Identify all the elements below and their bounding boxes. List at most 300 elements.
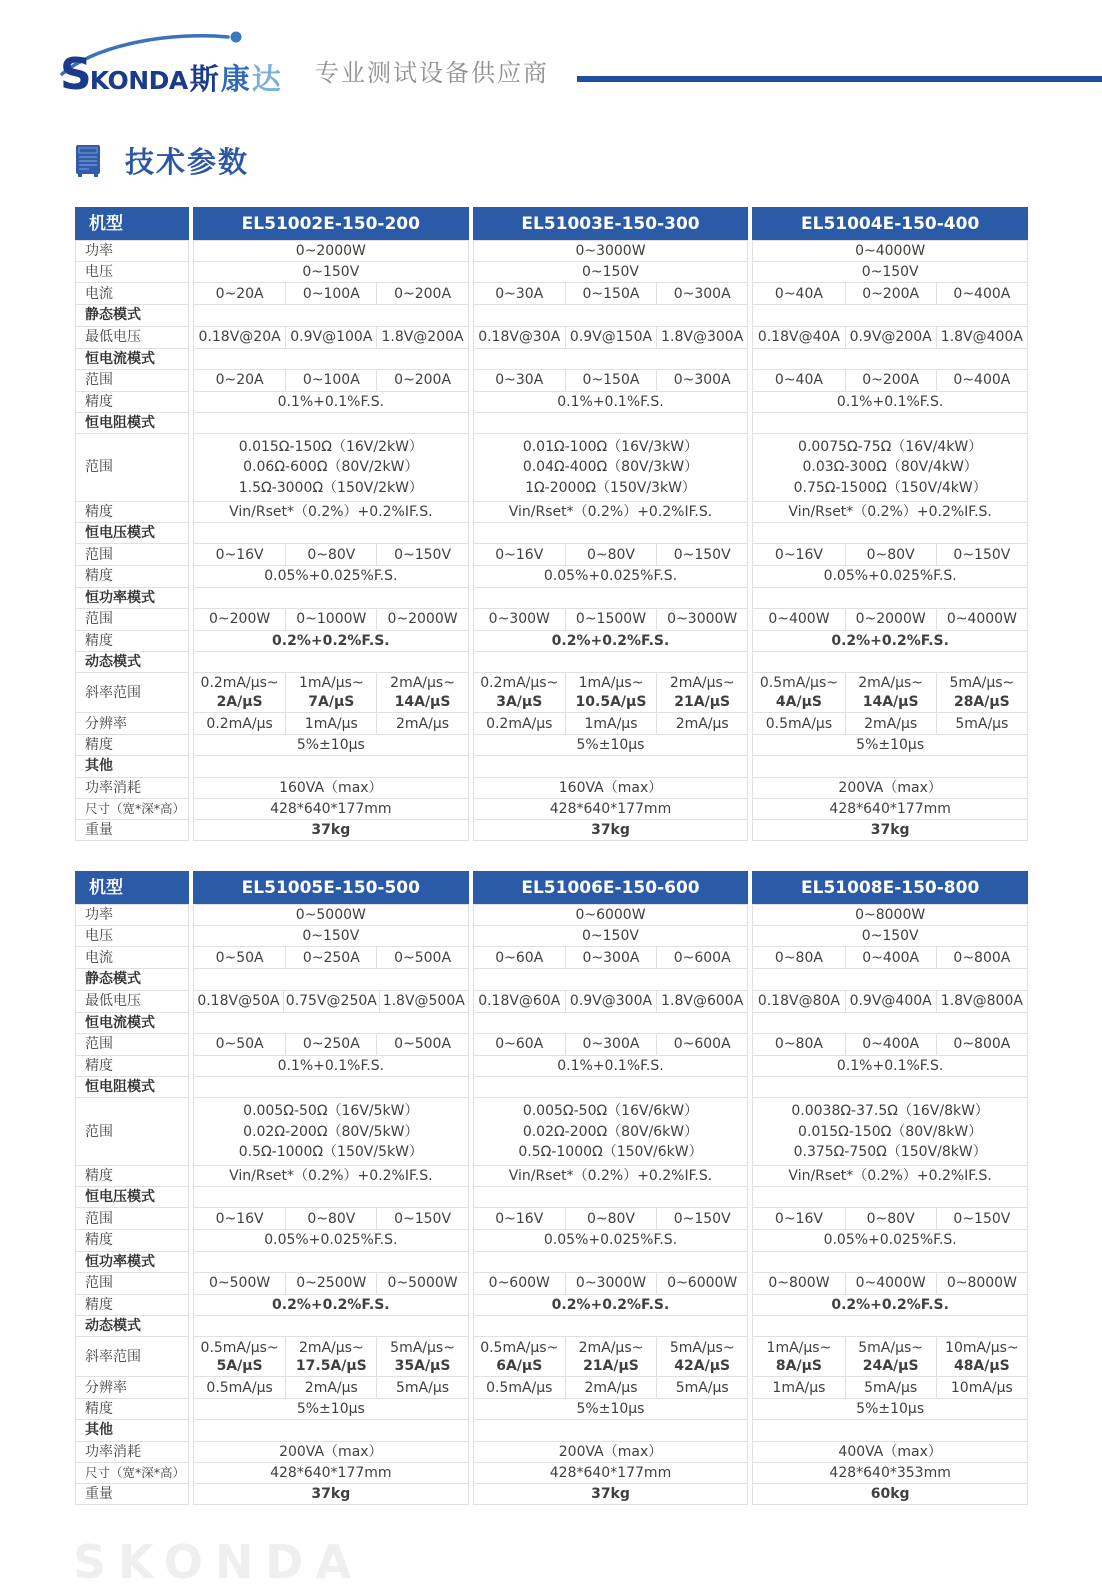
logo-cn-2: 康 xyxy=(220,62,250,96)
spec-value-group xyxy=(193,282,469,305)
spec-value: 1mA/μs xyxy=(285,713,376,734)
spec-row xyxy=(75,1097,1028,1166)
section-filler xyxy=(193,1076,469,1098)
spec-value: 0~16V xyxy=(495,546,544,563)
row-label: 精度 xyxy=(75,501,189,523)
spec-value: 1.8V@600A xyxy=(656,991,747,1012)
spec-value: 0~60A xyxy=(495,949,544,966)
section-filler xyxy=(752,304,1028,326)
slew-rate-value xyxy=(376,673,467,712)
spec-value: 428*640*177mm xyxy=(473,798,749,820)
spec-value: 400VA（max） xyxy=(752,1441,1028,1463)
spec-value-group xyxy=(193,543,469,566)
spec-row xyxy=(75,925,1028,947)
row-label: 静态模式 xyxy=(75,968,189,990)
row-label: 功率 xyxy=(75,240,189,262)
spec-row xyxy=(75,1076,1028,1098)
section-filler xyxy=(752,1251,1028,1273)
spec-value: 0~50A xyxy=(215,949,264,966)
spec-value: 0.2%+0.2%F.S. xyxy=(193,1294,469,1316)
spec-value: 0.2%+0.2%F.S. xyxy=(473,630,749,652)
row-label: 范围 xyxy=(75,608,189,631)
section-filler xyxy=(752,1012,1028,1034)
spec-value: 0~150V xyxy=(376,544,467,565)
row-label: 精度 xyxy=(75,1398,189,1420)
spec-value: 0~400A xyxy=(936,370,1027,391)
spec-value: 0~150V xyxy=(473,925,749,947)
resistance-range-group xyxy=(752,1097,1028,1166)
row-label: 静态模式 xyxy=(75,304,189,326)
slew-to: 48A/μS xyxy=(953,1357,1010,1374)
spec-value-group xyxy=(752,1033,1028,1056)
spec-value: 0~80V xyxy=(845,1208,936,1229)
company-tagline: 专业测试设备供应商 xyxy=(315,59,549,87)
slew-rate-value xyxy=(376,1337,467,1376)
slew-from: 0.5mA/μs~ xyxy=(480,1339,559,1356)
slew-from: 2mA/μs~ xyxy=(669,675,735,692)
spec-value: 0.05%+0.025%F.S. xyxy=(752,1229,1028,1251)
spec-value: 60kg xyxy=(752,1483,1028,1505)
spec-row xyxy=(75,348,1028,370)
resistance-range-value: 0.02Ω-200Ω（80V/6kW） xyxy=(522,1123,699,1140)
section-filler xyxy=(473,522,749,544)
row-label: 恒电流模式 xyxy=(75,348,189,370)
row-label: 斜率范围 xyxy=(75,1336,189,1377)
spec-value: 2mA/μs xyxy=(285,1377,376,1398)
spec-row xyxy=(75,1483,1028,1505)
spec-value: 0.2%+0.2%F.S. xyxy=(752,1294,1028,1316)
resistance-range-group xyxy=(193,433,469,502)
spec-value: 0~8000W xyxy=(936,1273,1027,1294)
spec-value: 428*640*177mm xyxy=(752,798,1028,820)
logo-brand-s: S xyxy=(60,49,90,100)
spec-value: 5mA/μs xyxy=(656,1377,747,1398)
resistance-range-value: 0.015Ω-150Ω（16V/2kW） xyxy=(238,439,423,456)
spec-row xyxy=(75,1376,1028,1399)
slew-to: 14A/μS xyxy=(394,693,451,710)
spec-row xyxy=(75,326,1028,349)
row-label: 恒电压模式 xyxy=(75,1186,189,1208)
spec-value-group xyxy=(752,1376,1028,1399)
spec-value-group xyxy=(193,369,469,392)
slew-from: 0.2mA/μs~ xyxy=(480,675,559,692)
spec-value: 37kg xyxy=(473,1483,749,1505)
slew-rate-group xyxy=(752,672,1028,713)
model-name: EL51003E-150-300 xyxy=(473,207,749,241)
spec-value: 0~3000W xyxy=(473,240,749,262)
section-filler xyxy=(752,968,1028,990)
slew-to: 14A/μS xyxy=(862,693,919,710)
spec-value-group xyxy=(473,1272,749,1295)
section-filler xyxy=(752,1076,1028,1098)
spec-value: 428*640*177mm xyxy=(473,1462,749,1484)
spec-row xyxy=(75,1462,1028,1484)
spec-value-group xyxy=(752,543,1028,566)
logo-cn-3: 达 xyxy=(251,62,281,96)
spec-value: 0~500A xyxy=(376,947,467,968)
spec-row xyxy=(75,1398,1028,1420)
slew-to: 4A/μS xyxy=(775,693,822,710)
section-filler xyxy=(752,412,1028,434)
spec-row xyxy=(75,304,1028,326)
spec-value: 0~800A xyxy=(936,1034,1027,1055)
spec-value: 2mA/μs xyxy=(656,713,747,734)
spec-value: 0.05%+0.025%F.S. xyxy=(473,565,749,587)
slew-from: 1mA/μs~ xyxy=(298,675,364,692)
slew-rate-value xyxy=(656,1337,747,1376)
spec-value: 200VA（max） xyxy=(752,777,1028,799)
section-filler xyxy=(193,304,469,326)
slew-from: 5mA/μs~ xyxy=(390,1339,455,1356)
spec-row xyxy=(75,946,1028,969)
row-label: 功率消耗 xyxy=(75,777,189,799)
slew-from: 0.2mA/μs~ xyxy=(200,675,279,692)
spec-value: 0~300A xyxy=(656,283,747,304)
spec-value: 37kg xyxy=(193,819,469,841)
spec-value: 0~100A xyxy=(285,370,376,391)
spec-value: 0.2%+0.2%F.S. xyxy=(752,630,1028,652)
row-label: 范围 xyxy=(75,369,189,392)
spec-value: 0.2%+0.2%F.S. xyxy=(193,630,469,652)
slew-rate-value xyxy=(936,1337,1027,1376)
table-header-row xyxy=(75,871,1028,905)
spec-value: 0~800A xyxy=(936,947,1027,968)
row-label: 其他 xyxy=(75,755,189,777)
resistance-range-group xyxy=(473,433,749,502)
spec-value: 0.9V@300A xyxy=(565,991,656,1012)
resistance-range-value: 0.0075Ω-75Ω（16V/4kW） xyxy=(798,439,983,456)
spec-value: 0~6000W xyxy=(473,904,749,926)
section-filler xyxy=(193,755,469,777)
spec-value: 0~16V xyxy=(774,1210,823,1227)
spec-row xyxy=(75,587,1028,609)
slew-from: 2mA/μs~ xyxy=(390,675,455,692)
spec-value-group xyxy=(193,1033,469,1056)
slew-to: 21A/μS xyxy=(674,693,731,710)
spec-value: 0~400W xyxy=(768,611,830,628)
spec-value: 160VA（max） xyxy=(473,777,749,799)
spec-value: 0.1%+0.1%F.S. xyxy=(193,391,469,413)
slew-from: 0.5mA/μs~ xyxy=(759,675,838,692)
slew-rate-group xyxy=(752,1336,1028,1377)
slew-to: 35A/μS xyxy=(394,1357,451,1374)
slew-rate-value xyxy=(936,673,1027,712)
spec-row xyxy=(75,1419,1028,1441)
spec-value: 0~2500W xyxy=(285,1273,376,1294)
section-filler xyxy=(752,755,1028,777)
section-filler xyxy=(473,1315,749,1337)
row-label: 电压 xyxy=(75,925,189,947)
section-filler xyxy=(193,522,469,544)
section-filler xyxy=(193,651,469,673)
row-label: 范围 xyxy=(75,433,189,502)
slew-to: 3A/μS xyxy=(496,693,543,710)
row-label: 恒电压模式 xyxy=(75,522,189,544)
section-filler xyxy=(752,348,1028,370)
spec-row xyxy=(75,522,1028,544)
model-name: EL51005E-150-500 xyxy=(193,871,469,905)
slew-to: 21A/μS xyxy=(583,1357,639,1374)
spec-value: 0~4000W xyxy=(936,609,1027,630)
slew-rate-value xyxy=(194,673,285,712)
spec-value-group xyxy=(752,1207,1028,1230)
logo-brand-rest: KONDA xyxy=(89,66,188,95)
resistance-range-value: 0.01Ω-100Ω（16V/3kW） xyxy=(522,439,699,456)
header-rule-line xyxy=(577,76,1102,82)
spec-value-group xyxy=(752,990,1028,1013)
resistance-range-group xyxy=(473,1097,749,1166)
spec-row xyxy=(75,904,1028,926)
spec-value: 0~150V xyxy=(936,544,1027,565)
logo-text xyxy=(60,49,281,100)
slew-from: 1mA/μs~ xyxy=(766,1339,832,1356)
spec-value: 0.2%+0.2%F.S. xyxy=(473,1294,749,1316)
row-label: 重量 xyxy=(75,1483,189,1505)
spec-row xyxy=(75,608,1028,631)
spec-value: 0~400A xyxy=(845,947,936,968)
spec-value: 0.1%+0.1%F.S. xyxy=(752,1055,1028,1077)
slew-to: 17.5A/μS xyxy=(295,1357,367,1374)
logo-cn-1: 斯 xyxy=(189,62,219,96)
section-filler xyxy=(193,1315,469,1337)
row-label: 精度 xyxy=(75,1294,189,1316)
spec-value: 0~30A xyxy=(495,285,544,302)
row-label: 范围 xyxy=(75,1097,189,1166)
page-header xyxy=(0,0,1102,98)
slew-to: 10.5A/μS xyxy=(575,693,647,710)
section-filler xyxy=(193,587,469,609)
skonda-logo xyxy=(58,30,281,100)
row-label: 精度 xyxy=(75,1229,189,1251)
spec-value-group xyxy=(473,608,749,631)
resistance-range-value: 1Ω-2000Ω（150V/3kW） xyxy=(525,479,696,496)
spec-row xyxy=(75,1229,1028,1251)
spec-value: 0~150V xyxy=(376,1208,467,1229)
spec-value: 0~150V xyxy=(656,1208,747,1229)
spec-value: 0.5mA/μs xyxy=(206,1379,273,1396)
row-label: 分辨率 xyxy=(75,1376,189,1399)
spec-row xyxy=(75,565,1028,587)
spec-value: Vin/Rset*（0.2%）+0.2%IF.S. xyxy=(193,1165,469,1187)
row-label: 恒功率模式 xyxy=(75,1251,189,1273)
slew-rate-value xyxy=(194,1337,285,1376)
spec-value: 0~40A xyxy=(774,372,823,389)
section-filler xyxy=(193,1251,469,1273)
spec-value: 0.18V@40A xyxy=(757,328,840,345)
spec-value: 0~150V xyxy=(656,544,747,565)
spec-value: 0~80V xyxy=(285,544,376,565)
spec-value: 0~5000W xyxy=(376,1273,467,1294)
slew-to: 28A/μS xyxy=(953,693,1010,710)
spec-value: 0.1%+0.1%F.S. xyxy=(473,1055,749,1077)
spec-row xyxy=(75,1055,1028,1077)
row-label: 范围 xyxy=(75,543,189,566)
slew-from: 10mA/μs~ xyxy=(945,1339,1019,1356)
section-filler xyxy=(473,1012,749,1034)
row-label: 功率 xyxy=(75,904,189,926)
spec-value: 0.05%+0.025%F.S. xyxy=(752,565,1028,587)
row-label: 精度 xyxy=(75,630,189,652)
spec-value-group xyxy=(193,326,469,349)
spec-row xyxy=(75,672,1028,713)
spec-value: 0~2000W xyxy=(193,240,469,262)
resistance-range-value: 0.015Ω-150Ω（80V/8kW） xyxy=(798,1123,983,1140)
spec-value-group xyxy=(193,712,469,735)
section-filler xyxy=(473,587,749,609)
spec-value-group xyxy=(193,608,469,631)
spec-value: 0~300A xyxy=(565,947,656,968)
spec-value: 0~1500W xyxy=(565,609,656,630)
spec-row xyxy=(75,734,1028,756)
spec-value-group xyxy=(752,1272,1028,1295)
spec-value: 0~800W xyxy=(768,1275,830,1292)
spec-value: 5mA/μs xyxy=(376,1377,467,1398)
spec-value: 0~1000W xyxy=(285,609,376,630)
spec-value: 0~300W xyxy=(488,611,550,628)
row-label: 精度 xyxy=(75,734,189,756)
spec-value: 1.8V@800A xyxy=(936,991,1027,1012)
spec-value: 0~150V xyxy=(936,1208,1027,1229)
spec-value: 0~150V xyxy=(752,925,1028,947)
spec-value: 0~80V xyxy=(565,544,656,565)
spec-table-1 xyxy=(75,207,1028,841)
spec-row xyxy=(75,990,1028,1013)
row-label: 动态模式 xyxy=(75,651,189,673)
spec-value: 0~250A xyxy=(285,947,376,968)
model-name: EL51002E-150-200 xyxy=(193,207,469,241)
spec-value: 0~16V xyxy=(215,546,264,563)
section-filler xyxy=(473,755,749,777)
spec-row xyxy=(75,1336,1028,1377)
spec-value: Vin/Rset*（0.2%）+0.2%IF.S. xyxy=(752,501,1028,523)
slew-to: 7A/μS xyxy=(308,693,355,710)
spec-value: 0~5000W xyxy=(193,904,469,926)
row-label: 功率消耗 xyxy=(75,1441,189,1463)
spec-value: 0.18V@50A xyxy=(197,993,280,1010)
section-filler xyxy=(752,1315,1028,1337)
spec-value-group xyxy=(752,282,1028,305)
spec-value: Vin/Rset*（0.2%）+0.2%IF.S. xyxy=(473,1165,749,1187)
spec-row xyxy=(75,1251,1028,1273)
spec-value: 0~16V xyxy=(215,1210,264,1227)
row-label: 尺寸（宽*深*高） xyxy=(75,798,189,820)
resistance-range-value: 0.04Ω-400Ω（80V/3kW） xyxy=(522,459,699,476)
spec-value: 0~60A xyxy=(495,1036,544,1053)
slew-rate-value xyxy=(285,1337,376,1376)
section-filler xyxy=(193,1186,469,1208)
slew-rate-value xyxy=(565,673,656,712)
resistance-range-value: 0.75Ω-1500Ω（150V/4kW） xyxy=(793,479,987,496)
spec-value: 0.1%+0.1%F.S. xyxy=(193,1055,469,1077)
spec-value: 0~400A xyxy=(845,1034,936,1055)
spec-value: 428*640*177mm xyxy=(193,798,469,820)
spec-value: 1.8V@400A xyxy=(936,327,1027,348)
row-label: 尺寸（宽*深*高） xyxy=(75,1462,189,1484)
row-label: 恒电阻模式 xyxy=(75,1076,189,1098)
slew-to: 2A/μS xyxy=(216,693,263,710)
section-filler xyxy=(193,1012,469,1034)
spec-value-group xyxy=(752,608,1028,631)
row-label: 最低电压 xyxy=(75,326,189,349)
slew-to: 5A/μS xyxy=(216,1357,263,1374)
spec-value: 0~200A xyxy=(376,370,467,391)
spec-value-group xyxy=(752,712,1028,735)
spec-value-group xyxy=(193,990,469,1013)
row-label: 精度 xyxy=(75,1055,189,1077)
row-label: 精度 xyxy=(75,565,189,587)
spec-value: 1mA/μs xyxy=(772,1379,826,1396)
spec-row xyxy=(75,369,1028,392)
spec-value: 1.8V@500A xyxy=(379,991,468,1012)
spec-value: 0~50A xyxy=(215,1036,264,1053)
spec-value: 0~80V xyxy=(285,1208,376,1229)
section-filler xyxy=(752,651,1028,673)
slew-rate-value xyxy=(474,1337,565,1376)
section-filler xyxy=(473,1251,749,1273)
spec-value: Vin/Rset*（0.2%）+0.2%IF.S. xyxy=(473,501,749,523)
slew-from: 5mA/μs~ xyxy=(858,1339,924,1356)
spec-row xyxy=(75,1012,1028,1034)
section-filler xyxy=(473,304,749,326)
spec-row xyxy=(75,501,1028,523)
spec-value: 0~2000W xyxy=(376,609,467,630)
spec-value: 10mA/μs xyxy=(936,1377,1027,1398)
row-label: 重量 xyxy=(75,819,189,841)
spec-value-group xyxy=(473,282,749,305)
spec-value: 5%±10μs xyxy=(473,1398,749,1420)
slew-from: 2mA/μs~ xyxy=(858,675,924,692)
spec-value: 0~150A xyxy=(565,283,656,304)
model-column-header: 机型 xyxy=(75,207,189,241)
spec-value: 2mA/μs xyxy=(845,713,936,734)
spec-value: 0~600W xyxy=(488,1275,550,1292)
slew-from: 5mA/μs~ xyxy=(669,1339,735,1356)
model-name: EL51008E-150-800 xyxy=(752,871,1028,905)
slew-from: 5mA/μs~ xyxy=(949,675,1015,692)
section-filler xyxy=(473,1419,749,1441)
resistance-range-value: 0.03Ω-300Ω（80V/4kW） xyxy=(802,459,978,476)
spec-value: Vin/Rset*（0.2%）+0.2%IF.S. xyxy=(193,501,469,523)
spec-row xyxy=(75,1033,1028,1056)
spec-value-group xyxy=(473,326,749,349)
spec-row xyxy=(75,261,1028,283)
spec-value: 0~100A xyxy=(285,283,376,304)
resistance-range-value: 0.005Ω-50Ω（16V/6kW） xyxy=(522,1103,699,1120)
spec-row xyxy=(75,712,1028,735)
spec-table-2 xyxy=(75,871,1028,1505)
spec-value: 0.5mA/μs xyxy=(486,1379,553,1396)
spec-value: 37kg xyxy=(473,819,749,841)
spec-value: 0~40A xyxy=(774,285,823,302)
spec-value: 0.2mA/μs xyxy=(486,715,553,732)
page-title: 技术参数 xyxy=(125,145,250,179)
spec-row xyxy=(75,798,1028,820)
spec-row xyxy=(75,1207,1028,1230)
spec-value: 0~20A xyxy=(215,372,264,389)
spec-row xyxy=(75,1441,1028,1463)
spec-value-group xyxy=(752,326,1028,349)
spec-value-group xyxy=(193,1207,469,1230)
spec-row xyxy=(75,240,1028,262)
model-name: EL51004E-150-400 xyxy=(752,207,1028,241)
spec-row xyxy=(75,755,1028,777)
row-label: 恒电阻模式 xyxy=(75,412,189,434)
spec-value: 0~250A xyxy=(285,1034,376,1055)
spec-value: 0.18V@60A xyxy=(478,993,561,1010)
resistance-range-group xyxy=(752,433,1028,502)
slew-to: 42A/μS xyxy=(674,1357,731,1374)
spec-value: 0~16V xyxy=(774,546,823,563)
